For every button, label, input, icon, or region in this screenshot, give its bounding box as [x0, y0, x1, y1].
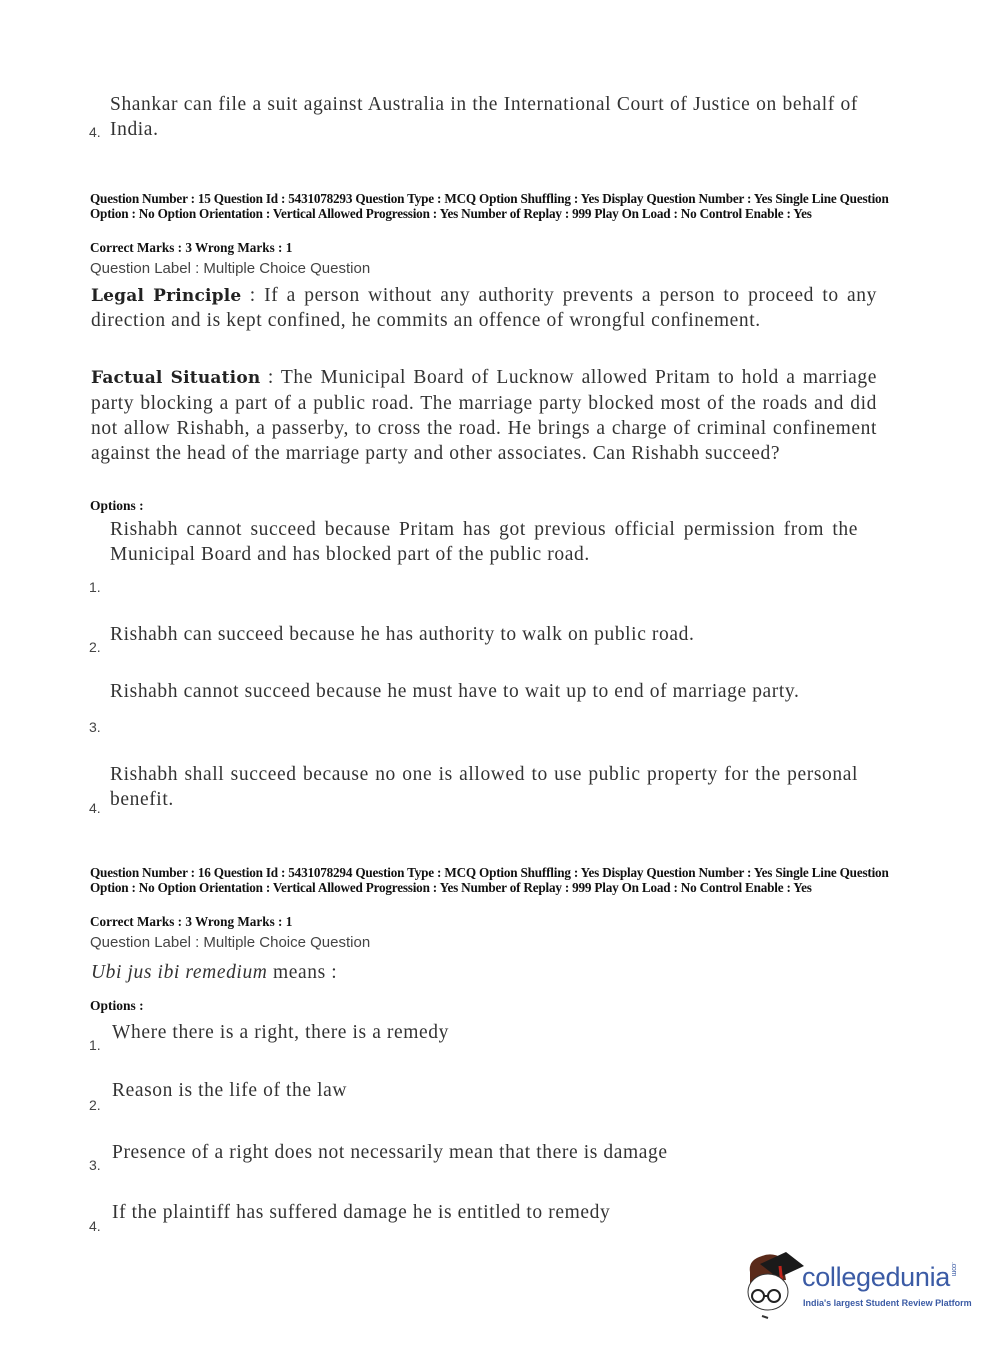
q16-label: Question Label : Multiple Choice Question	[90, 934, 371, 951]
q16-latin-maxim: Ubi jus ibi remedium	[91, 962, 268, 983]
q16-option-4-number: 4.	[89, 1218, 101, 1234]
q15-options-label: Options :	[90, 498, 144, 513]
q15-marks: Correct Marks : 3 Wrong Marks : 1	[90, 240, 293, 255]
q15-option-2-text: Rishabh can succeed because he has authority to walk on public road.	[110, 624, 695, 645]
q15-option-3-number: 3.	[89, 719, 101, 735]
q15-option-1-text: Rishabh cannot succeed because Pritam has got previous official permission from the Municipal Board and has blocked part of the public road.	[110, 519, 858, 565]
q16-option-3-number: 3.	[89, 1157, 101, 1173]
q16-metadata: Question Number : 16 Question Id : 5431078294 Question Type : MCQ Option Shuffling : Yes Display Question Number : Yes Single Line Question Option : No Option Orientation : Vertical Allowed Progression : Yes Number of Replay : 999 Play On Load : No Control Enable : Yes	[90, 865, 889, 895]
q15-label: Question Label : Multiple Choice Question	[90, 260, 371, 277]
logo-suffix: .com	[950, 1262, 958, 1276]
q16-option-1-number: 1.	[89, 1037, 101, 1053]
q15-option-3-text: Rishabh cannot succeed because he must have to wait up to end of marriage party.	[110, 681, 800, 702]
q15-option-4-number: 4.	[89, 800, 101, 816]
q15-factual-situation	[91, 365, 877, 466]
factual-situation-text: : The Municipal Board of Lucknow allowed Pritam to hold a marriage party blocking a part of a public road. The marriage party blocked most of the roads and did not allow Rishabh, a passerby, to cross the road. He brings a charge of criminal confinement against the head of the marriage party and other associates. Can Rishabh succeed?	[91, 367, 877, 464]
q16-option-4-text: If the plaintiff has suffered damage he is entitled to remedy	[112, 1202, 611, 1223]
q16-options-label: Options :	[90, 998, 144, 1013]
q16-option-2-number: 2.	[89, 1097, 101, 1113]
legal-principle-heading: Legal Principle	[91, 286, 242, 306]
collegedunia-logo	[742, 1250, 972, 1320]
q16-option-2-text: Reason is the life of the law	[112, 1080, 348, 1101]
q16-option-3-text: Presence of a right does not necessarily mean that there is damage	[112, 1142, 668, 1163]
q15-option-4-text: Rishabh shall succeed because no one is allowed to use public property for the personal benefit.	[110, 764, 858, 810]
q16-option-1-text: Where there is a right, there is a remedy	[112, 1022, 449, 1043]
logo-tagline: India's largest Student Review Platform	[803, 1298, 972, 1308]
prev-option-4-text: Shankar can file a suit against Australia in the International Court of Justice on behalf of India.	[110, 94, 858, 140]
factual-situation-heading: Factual Situation	[91, 368, 261, 388]
q16-question	[91, 960, 691, 985]
q16-marks: Correct Marks : 3 Wrong Marks : 1	[90, 914, 293, 929]
student-mascot-icon	[742, 1250, 804, 1320]
legal-principle-text: : If a person without any authority prevents a person to proceed to any direction and is kept confined, he commits an offence of wrongful confinement.	[91, 285, 877, 331]
q16-question-rest: means :	[267, 962, 338, 983]
q15-metadata: Question Number : 15 Question Id : 5431078293 Question Type : MCQ Option Shuffling : Yes Display Question Number : Yes Single Line Question Option : No Option Orientation : Vertical Allowed Progression : Yes Number of Replay : 999 Play On Load : No Control Enable : Yes	[90, 191, 889, 221]
logo-wordmark: collegedunia.com	[802, 1262, 958, 1292]
q15-option-2-number: 2.	[89, 639, 101, 655]
q15-legal-principle	[91, 284, 877, 332]
q15-option-1-number: 1.	[89, 579, 101, 595]
prev-option-4-number: 4.	[89, 124, 101, 140]
